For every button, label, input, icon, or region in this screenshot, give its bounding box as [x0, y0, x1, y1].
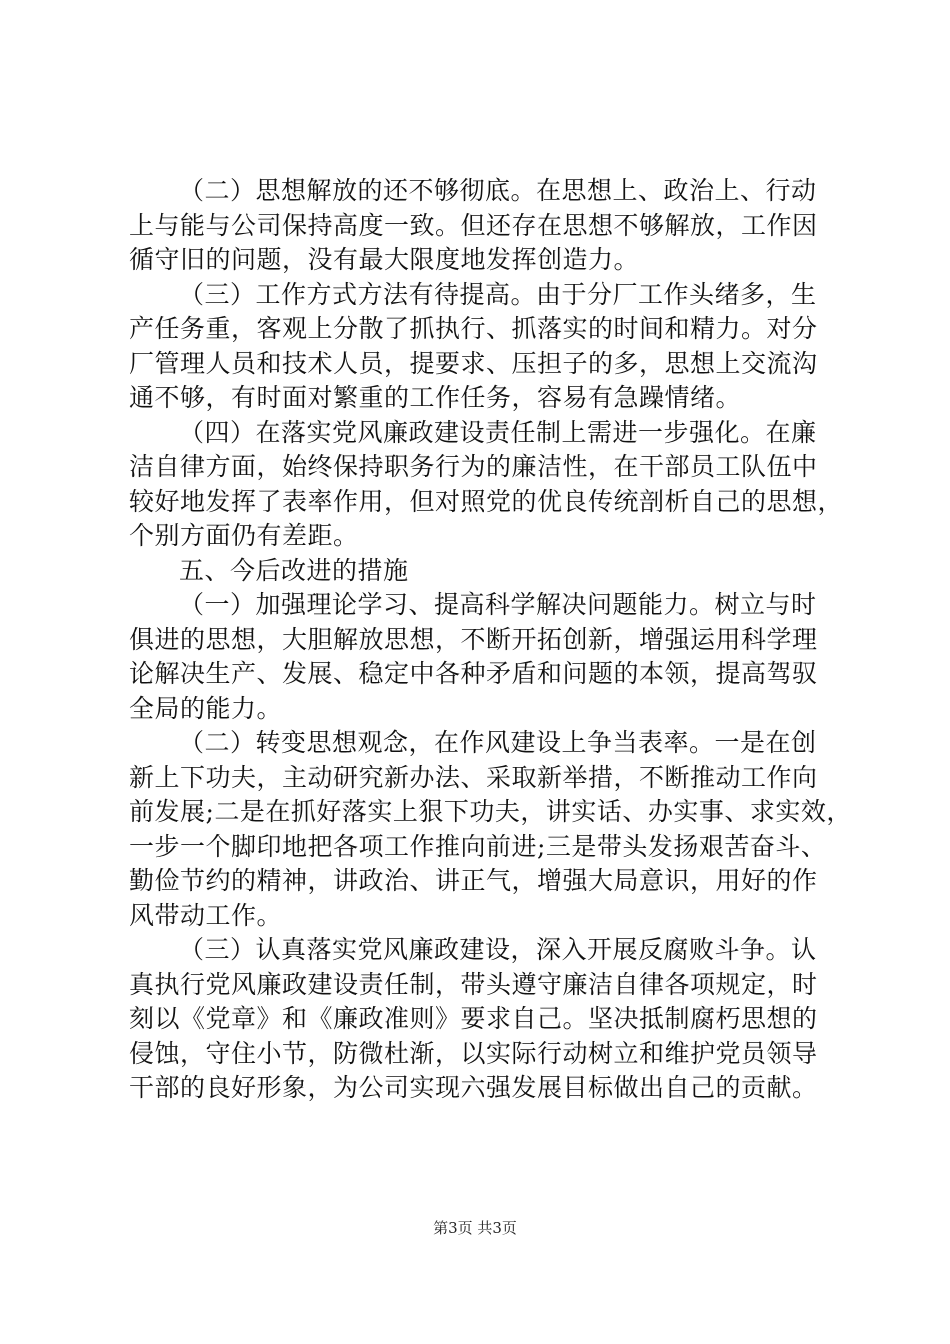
paragraph-line: （三）认真落实党风廉政建设，深入开展反腐败斗争。认	[179, 935, 817, 964]
paragraph-line: 一步一个脚印地把各项工作推向前进;三是带头发扬艰苦奋斗、	[129, 831, 827, 861]
paragraph-line: 风带动工作。	[129, 900, 283, 930]
paragraph-line: 通不够，有时面对繁重的工作任务，容易有急躁情绪。	[129, 383, 742, 412]
paragraph-line: 新上下功夫，主动研究新办法、采取新举措，不断推动工作向	[129, 762, 818, 792]
paragraph-line: （二）思想解放的还不够彻底。在思想上、政治上、行动	[179, 176, 817, 205]
paragraph-line: 侵蚀，守住小节，防微杜渐，以实际行动树立和维护党员领导	[129, 1038, 818, 1068]
paragraph-line: 个别方面仍有差距。	[129, 521, 359, 550]
paragraph-line: （四）在落实党风廉政建设责任制上需进一步强化。在廉	[179, 417, 817, 447]
page-number: 第3页 共3页	[433, 1219, 517, 1237]
section-heading: 五、今后改进的措施	[179, 555, 409, 585]
document-body	[129, 174, 852, 1106]
paragraph-line: 俱进的思想，大胆解放思想，不断开拓创新，增强运用科学理	[129, 624, 818, 654]
paragraph-line: 循守旧的问题，没有最大限度地发挥创造力。	[129, 245, 640, 274]
paragraph-line: 刻以《党章》和《廉政准则》要求自己。坚决抵制腐朽思想的	[129, 1004, 818, 1033]
paragraph-line: 产任务重，客观上分散了抓执行、抓落实的时间和精力。对分	[129, 314, 818, 343]
paragraph-line: （三）工作方式方法有待提高。由于分厂工作头绪多，生	[179, 279, 817, 309]
paragraph-line: 上与能与公司保持高度一致。但还存在思想不够解放，工作因	[129, 210, 818, 240]
paragraph-line: 前发展;二是在抓好落实上狠下功夫，讲实话、办实事、求实效，	[129, 797, 852, 826]
paragraph-line: 全局的能力。	[129, 693, 283, 723]
paragraph-line: 厂管理人员和技术人员，提要求、压担子的多，思想上交流沟	[129, 348, 818, 378]
paragraph-line: 论解决生产、发展、稳定中各种矛盾和问题的本领，提高驾驭	[129, 659, 818, 688]
page-footer	[0, 1217, 950, 1238]
paragraph-line: 较好地发挥了表率作用，但对照党的优良传统剖析自己的思想，	[129, 486, 844, 516]
paragraph-line: 真执行党风廉政建设责任制，带头遵守廉洁自律各项规定，时	[129, 969, 818, 999]
paragraph-line: （一）加强理论学习、提高科学解决问题能力。树立与时	[179, 590, 817, 619]
paragraph-line: （二）转变思想观念，在作风建设上争当表率。一是在创	[179, 728, 817, 757]
paragraph-line: 干部的良好形象，为公司实现六强发展目标做出自己的贡献。	[129, 1073, 818, 1102]
paragraph-line: 勤俭节约的精神，讲政治、讲正气，增强大局意识，用好的作	[129, 866, 818, 895]
paragraph-line: 洁自律方面，始终保持职务行为的廉洁性，在干部员工队伍中	[129, 452, 818, 481]
